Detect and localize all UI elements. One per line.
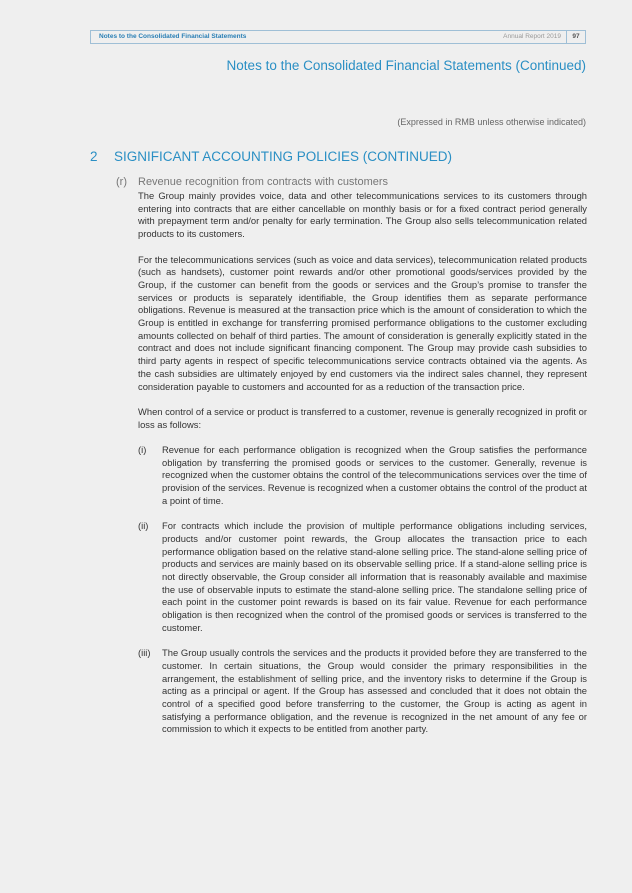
section-heading <box>90 149 452 164</box>
section-title: SIGNIFICANT ACCOUNTING POLICIES (CONTINUED) <box>114 149 453 164</box>
list-text: The Group usually controls the services and the products it provided before they are transferred to the customer. In certain situations, the Group would consider the primary responsibilities in the arrangement, the establishment of selling price, and the inventory risks to determine if the Group is acting as a principal or agent. If the Group has assessed and concluded that it does not obtain the control of a specified good before transferring to the customer, the Group is acting as agent in satisfying a performance obligation, and the revenue is recognized in the net amount of any fee or commission to which it expects to be entitled from another party. <box>162 647 587 735</box>
subsection-title: Revenue recognition from contracts with customers <box>138 176 389 188</box>
header-section: Notes to the Consolidated Financial Statements <box>99 33 247 40</box>
paragraph: When control of a service or product is transferred to a customer, revenue is generally recognized in profit or loss as follows: <box>138 405 587 430</box>
list-marker: (iii) <box>138 647 151 659</box>
paragraph: For the telecommunications services (such as voice and data services), telecommunication related products (such as handsets), customer point rewards and/or other promotional goods/services provided by the Group, if the customer can benefit from the goods or services and the Group’s promise to transfer the services or products is separately identifiable, the Group identifies them as separate performance obligations. Revenue is measured at the transaction price which is the amount of consideration to which the Group is entitled in exchange for transferring promised performance obligations to the customer excluding amounts collected on behalf of third parties. The amount of consideration is generally explicitly stated in the contract and does not include significant financing component. The Group may provide cash subsidies to third party agents in respect of specific telecommunications service contracts obtained via the agents. As the cash subsidies are ultimately enjoyed by end customers via the indirect sales channel, they represent consideration payable to customers and accounted for as a reduction of the transaction price. <box>138 253 587 392</box>
list-item <box>138 444 587 508</box>
subsection-heading <box>116 176 388 188</box>
list-item <box>138 520 587 634</box>
list-item <box>138 647 587 736</box>
header-report: Annual Report 2019 <box>503 33 561 40</box>
list-marker: (i) <box>138 444 147 456</box>
subsection-marker: (r) <box>116 176 127 188</box>
list-text: Revenue for each performance obligation is recognized when the Group satisfies the performance obligation by transferring the promised goods or services to the customer. Generally, revenue is recognized when the customer obtains the control of the telecommunications services over the time of provision of the services. Revenue is recognized when a customer obtains the control of the product at a point of time. <box>162 444 587 506</box>
body-text <box>138 190 587 749</box>
page-title: Notes to the Consolidated Financial Statements (Continued) <box>226 58 586 73</box>
page-number: 97 <box>566 31 585 43</box>
running-header <box>90 30 586 44</box>
paragraph: The Group mainly provides voice, data and other telecommunications services to its customers through entering into contracts that are either cancellable on monthly basis or for a fixed contract period generally with prepayment term and/or penalty for early termination. The Group also sells telecommunication related products to its customers. <box>138 190 587 240</box>
currency-note: (Expressed in RMB unless otherwise indicated) <box>397 117 586 127</box>
list-marker: (ii) <box>138 520 149 532</box>
list-text: For contracts which include the provision of multiple performance obligations including services, products and/or customer point rewards, the Group allocates the transaction price to each performance obligation based on the relative stand-alone selling price. The stand-alone selling price of products and services are mainly based on its observable selling price. If a stand-alone selling price is not directly observable, the Group consider all information that is reasonably available and maximise the use of observable inputs to estimate the stand-alone selling price. The standalone selling price of each point in the customer point rewards is based on its fair value. Revenue for each performance obligation is then recognized when the control of the promised goods or services is transferred to the customer. <box>162 520 587 633</box>
section-number: 2 <box>90 149 98 164</box>
